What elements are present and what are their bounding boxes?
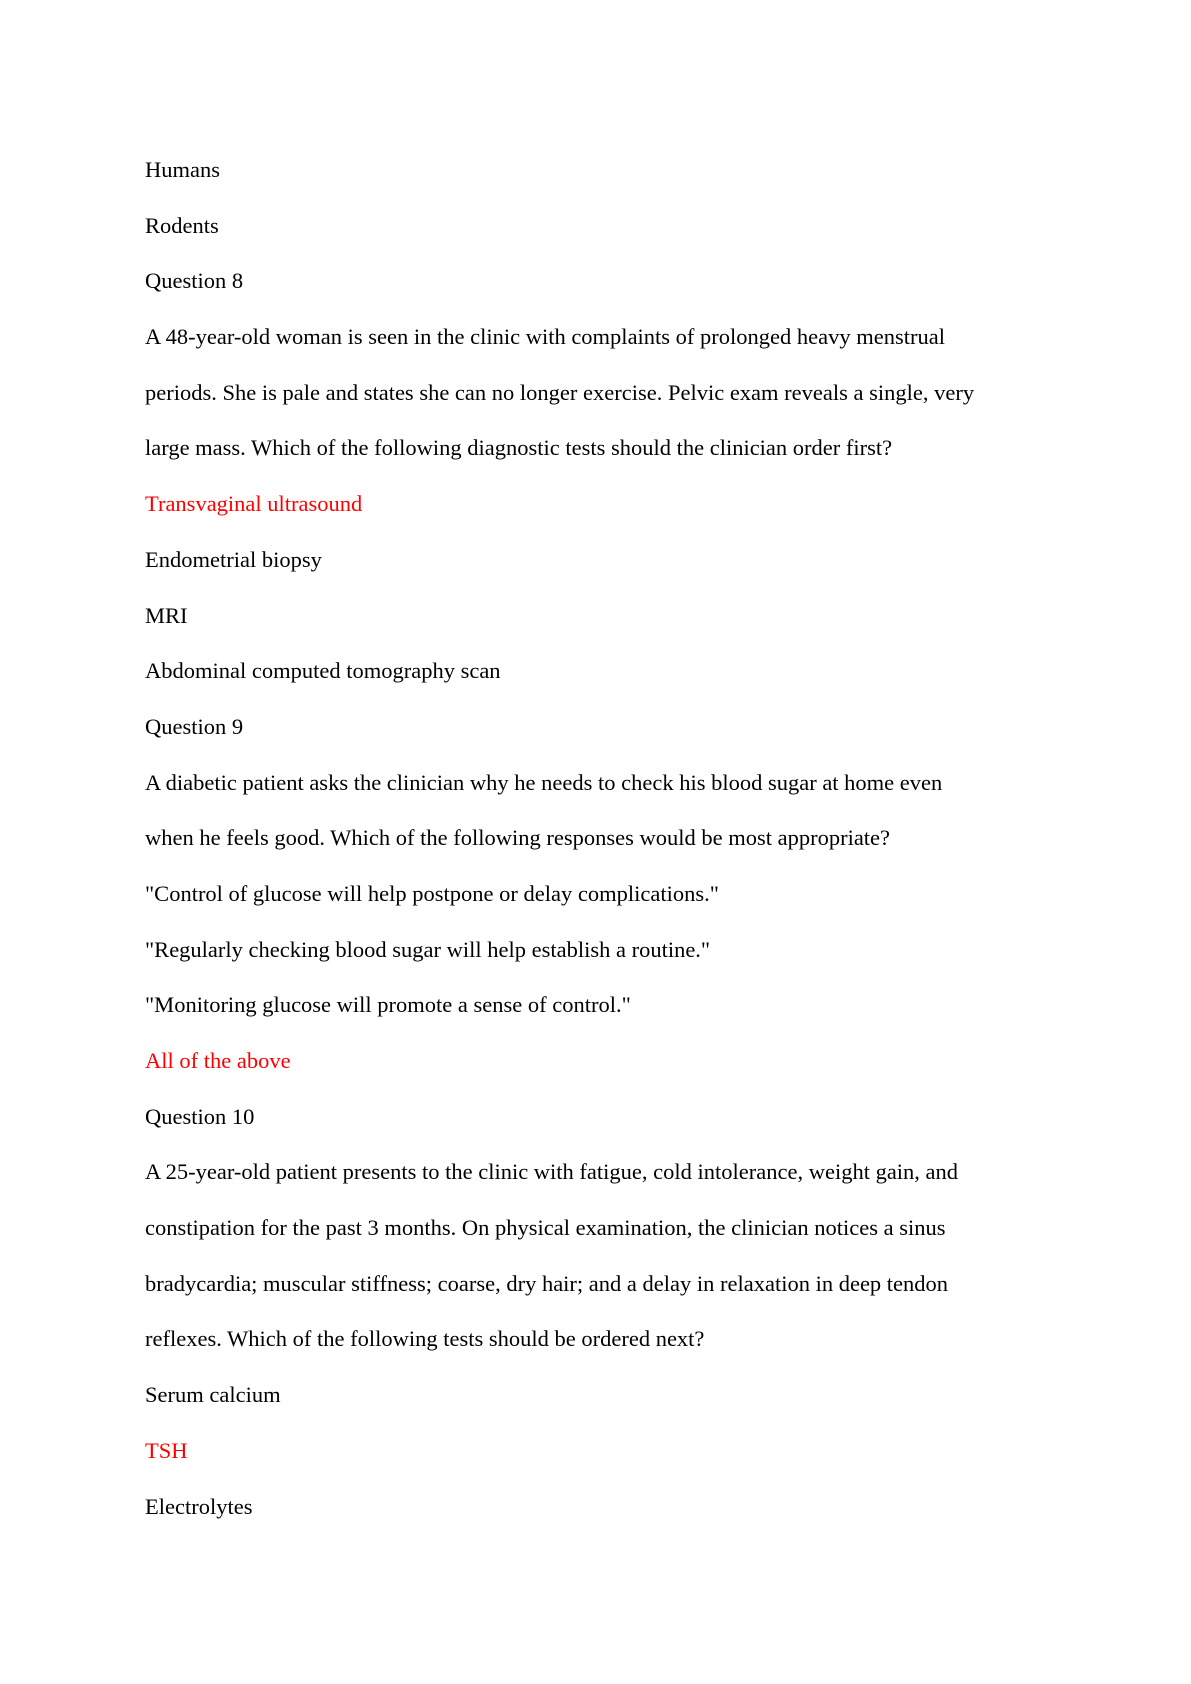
question-9-correct-answer: All of the above (145, 1048, 291, 1073)
question-10-option: Serum calcium (145, 1382, 281, 1408)
question-10-text-line-4: reflexes. Which of the following tests should be ordered next? (145, 1326, 705, 1352)
question-9-option: "Control of glucose will help postpone or delay complications." (145, 880, 719, 906)
question-8-text-line-2: periods. She is pale and states she can no longer exercise. Pelvic exam reveals a single, very (145, 379, 975, 405)
question-8-correct-answer: Transvaginal ultrasound (145, 491, 363, 517)
question-8-option: Abdominal computed tomography scan (145, 658, 501, 684)
question-8-option: MRI (145, 602, 188, 628)
question-8-text-line-1: A 48-year-old woman is seen in the clinic with complaints of prolonged heavy menstrual (145, 324, 945, 350)
question-8-heading: Question 8 (145, 268, 244, 294)
page-content (145, 142, 1045, 1534)
question-10-text-line-2: constipation for the past 3 months. On physical examination, the clinician notices a sinus (145, 1215, 946, 1241)
question-10-correct-answer: TSH (145, 1437, 188, 1463)
answer-option-humans: Humans (145, 157, 220, 182)
question-10-heading: Question 10 (145, 1103, 255, 1129)
question-9-option: "Monitoring glucose will promote a sense of control." (145, 992, 631, 1018)
question-9-heading: Question 9 (145, 713, 244, 739)
question-9-option: "Regularly checking blood sugar will help establish a routine." (145, 936, 711, 962)
question-10-text-line-3: bradycardia; muscular stiffness; coarse, dry hair; and a delay in relaxation in deep tendon (145, 1270, 949, 1296)
question-8-text-line-3: large mass. Which of the following diagnostic tests should the clinician order first? (145, 435, 893, 461)
question-9-text-line-2: when he feels good. Which of the following responses would be most appropriate? (145, 825, 891, 851)
question-10-option: Electrolytes (145, 1493, 253, 1519)
question-8-option: Endometrial biopsy (145, 546, 322, 572)
question-9-text-line-1: A diabetic patient asks the clinician why he needs to check his blood sugar at home even (145, 769, 943, 795)
answer-option-rodents: Rodents (145, 212, 219, 238)
question-10-text-line-1: A 25-year-old patient presents to the clinic with fatigue, cold intolerance, weight gain, and (145, 1159, 959, 1185)
